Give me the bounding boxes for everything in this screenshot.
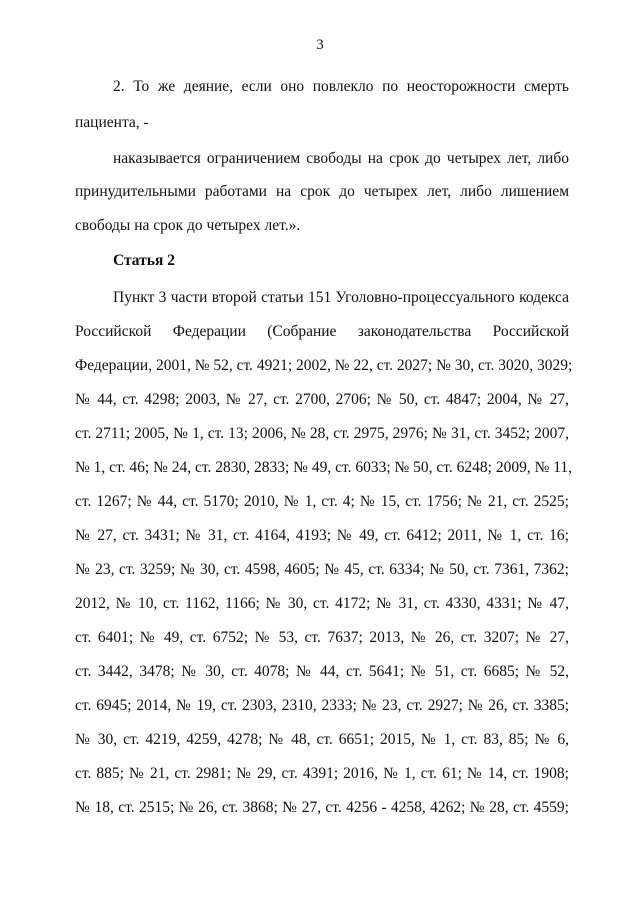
punishment-line-1: наказывается ограничением свободы на срок до четырех лет, либо bbox=[113, 150, 569, 167]
article-line-11: ст. 6401; № 49, ст. 6752; № 53, ст. 7637; 2013, № 26, ст. 3207; № 27, bbox=[75, 629, 569, 646]
article-line-14: № 30, ст. 4219, 4259, 4278; № 48, ст. 6651; 2015, № 1, ст. 83, 85; № 6, bbox=[75, 731, 569, 748]
article-heading: Статья 2 bbox=[113, 252, 175, 269]
article-line-1: Пункт 3 части второй статьи 151 Уголовно-процессуального кодекса bbox=[113, 289, 569, 306]
article-line-16: № 18, ст. 2515; № 26, ст. 3868; № 27, ст. 4256 - 4258, 4262; № 28, ст. 4559; bbox=[75, 799, 569, 816]
article-line-13: ст. 6945; 2014, № 19, ст. 2303, 2310, 2333; № 23, ст. 2927; № 26, ст. 3385; bbox=[75, 697, 569, 714]
article-line-12: ст. 3442, 3478; № 30, ст. 4078; № 44, ст. 5641; № 51, ст. 6685; № 52, bbox=[75, 663, 569, 680]
article-line-5: ст. 2711; 2005, № 1, ст. 13; 2006, № 28, ст. 2975, 2976; № 31, ст. 3452; 2007, bbox=[75, 425, 569, 442]
article-line-10: 2012, № 10, ст. 1162, 1166; № 30, ст. 4172; № 31, ст. 4330, 4331; № 47, bbox=[75, 595, 569, 612]
part2-line-1: 2. То же деяние, если оно повлекло по неосторожности смерть bbox=[113, 78, 569, 95]
article-line-9: № 23, ст. 3259; № 30, ст. 4598, 4605; № 45, ст. 6334; № 50, ст. 7361, 7362; bbox=[75, 561, 569, 578]
article-line-2: Российской Федерации (Собрание законодательства Российской bbox=[75, 323, 569, 340]
article-line-8: № 27, ст. 3431; № 31, ст. 4164, 4193; № 49, ст. 6412; 2011, № 1, ст. 16; bbox=[75, 527, 569, 544]
article-line-6: № 1, ст. 46; № 24, ст. 2830, 2833; № 49, ст. 6033; № 50, ст. 6248; 2009, № 11, bbox=[75, 459, 573, 476]
punishment-line-2: принудительными работами на срок до четырех лет, либо лишением bbox=[75, 183, 569, 200]
article-line-3: Федерации, 2001, № 52, ст. 4921; 2002, № 22, ст. 2027; № 30, ст. 3020, 3029; bbox=[75, 357, 573, 374]
article-line-15: ст. 885; № 21, ст. 2981; № 29, ст. 4391; 2016, № 1, ст. 61; № 14, ст. 1908; bbox=[75, 765, 569, 782]
page-number: 3 bbox=[316, 37, 324, 53]
part2-line-2: пациента, - bbox=[75, 114, 149, 131]
punishment-line-3: свободы на срок до четырех лет.». bbox=[75, 217, 301, 234]
article-line-7: ст. 1267; № 44, ст. 5170; 2010, № 1, ст. 4; № 15, ст. 1756; № 21, ст. 2525; bbox=[75, 493, 569, 510]
article-line-4: № 44, ст. 4298; 2003, № 27, ст. 2700, 2706; № 50, ст. 4847; 2004, № 27, bbox=[75, 391, 569, 408]
